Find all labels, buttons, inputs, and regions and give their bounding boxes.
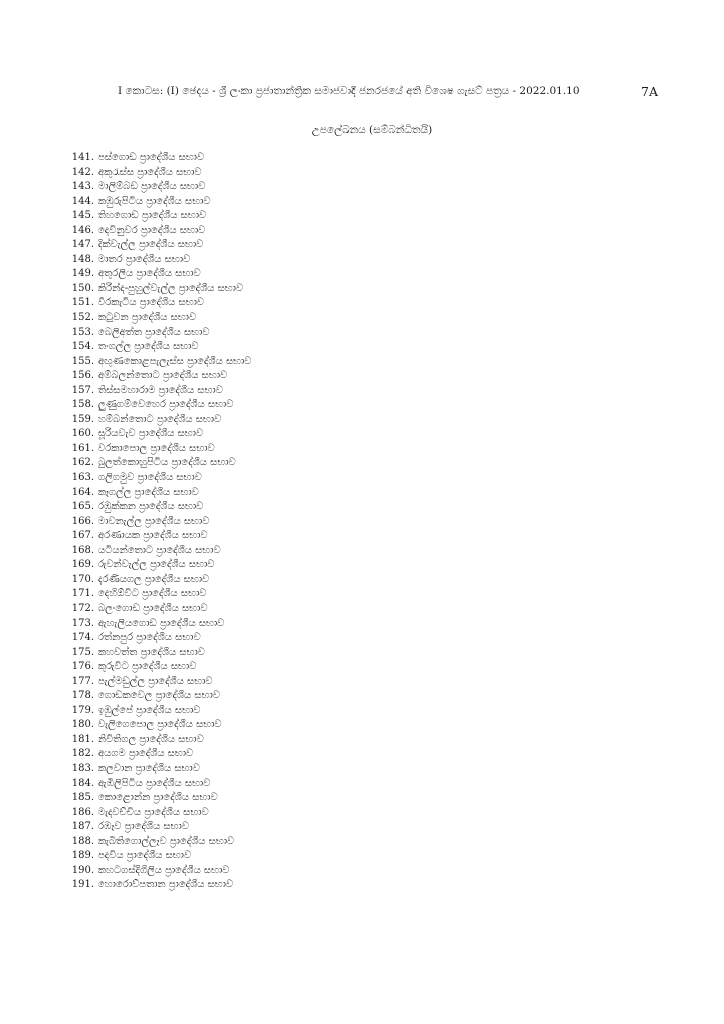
list-item — [0, 151, 724, 166]
item-number: 161. — [71, 442, 94, 454]
list-item — [0, 515, 724, 530]
list-item — [0, 617, 724, 632]
item-number: 162. — [71, 457, 94, 469]
item-number: 190. — [71, 864, 94, 876]
list-item — [0, 878, 724, 893]
item-name: අම්බලන්තොට ප්‍රාදේශීය සභාව — [98, 370, 228, 382]
item-name: දික්වැල්ල ප්‍රාදේශීය සභාව — [98, 239, 204, 251]
item-number: 181. — [71, 733, 94, 745]
item-number: 157. — [71, 384, 94, 396]
item-name: රඹෑව ප්‍රාදේශීය සභාව — [98, 821, 189, 833]
list-item — [0, 427, 724, 442]
item-number: 188. — [71, 835, 94, 847]
list-item — [0, 675, 724, 690]
item-number: 172. — [71, 602, 94, 614]
item-number: 165. — [71, 501, 94, 513]
list-item — [0, 500, 724, 515]
gazette-header-text: I කොටස: (I) ඡෙදය - ශ්‍රී ලංකා ප්‍රජාතාන්ත්‍රික සමාජවාදී ජනරජයේ අති විශෙෂ ගැසට් පත්‍රය - 2022.01.10 — [118, 85, 580, 97]
list-item — [0, 180, 724, 195]
item-number: 177. — [71, 675, 94, 687]
item-name: කෑගල්ල ප්‍රාදේශීය සභාව — [98, 486, 199, 498]
item-name: ඇඹිලිපිටිය ප්‍රාදේශීය සභාව — [98, 777, 211, 789]
council-list — [0, 151, 724, 893]
item-number: 151. — [71, 297, 94, 309]
page-number: 7A — [641, 84, 658, 99]
item-number: 160. — [71, 428, 94, 440]
item-number: 152. — [71, 312, 94, 324]
item-number: 167. — [71, 530, 94, 542]
item-name: රත්නපුර ප්‍රාදේශීය සභාව — [98, 632, 201, 644]
item-number: 164. — [71, 486, 94, 498]
item-number: 182. — [71, 748, 94, 760]
item-number: 156. — [71, 370, 94, 382]
list-item — [0, 166, 724, 181]
list-item — [0, 602, 724, 617]
item-number: 163. — [71, 472, 94, 484]
item-number: 144. — [71, 195, 94, 207]
item-number: 143. — [71, 181, 94, 193]
list-item — [0, 631, 724, 646]
list-item — [0, 733, 724, 748]
item-number: 149. — [71, 268, 94, 280]
item-number: 148. — [71, 253, 94, 265]
list-item — [0, 849, 724, 864]
item-name: අතුරලිය ප්‍රාදේශීය සභාව — [98, 268, 201, 280]
list-item — [0, 442, 724, 457]
item-name: යටියන්තොට ප්‍රාදේශීය සභාව — [98, 544, 221, 556]
item-name: දෙවිනුවර ප්‍රාදේශීය සභාව — [98, 224, 206, 236]
list-item — [0, 646, 724, 661]
item-name: කිරින්ද-පුහුල්වැල්ල ප්‍රාදේශීය සභාව — [98, 282, 244, 294]
list-item — [0, 340, 724, 355]
list-item — [0, 864, 724, 879]
item-name: පැල්මඩුල්ල ප්‍රාදේශීය සභාව — [98, 675, 213, 687]
item-number: 168. — [71, 544, 94, 556]
list-item — [0, 558, 724, 573]
list-item — [0, 486, 724, 501]
item-name: රඹුක්කන ප්‍රාදේශීය සභාව — [98, 501, 204, 513]
item-number: 146. — [71, 224, 94, 236]
list-item — [0, 777, 724, 792]
list-item — [0, 587, 724, 602]
item-name: බලංගොඩ ප්‍රාදේශීය සභාව — [98, 602, 208, 614]
item-name: බෙලිඅත්ත ප්‍රාදේශීය සභාව — [98, 326, 210, 338]
item-number: 176. — [71, 661, 94, 673]
item-number: 159. — [71, 413, 94, 425]
item-number: 175. — [71, 646, 94, 658]
item-name: අරණායක ප්‍රාදේශීය සභාව — [98, 530, 208, 542]
list-item — [0, 529, 724, 544]
item-name: පස්ගොඩ ප්‍රාදේශීය සභාව — [98, 152, 205, 163]
item-number: 145. — [71, 210, 94, 222]
list-item — [0, 835, 724, 850]
item-name: මැදවච්චිය ප්‍රාදේශීය සභාව — [98, 806, 209, 818]
item-name: හොරොව්පතාන ප්‍රාදේශීය සභාව — [98, 879, 234, 891]
list-item — [0, 282, 724, 297]
item-name: කැබිතිගොල්ලෑව ප්‍රාදේශීය සභාව — [98, 835, 235, 847]
item-name: අයගම ප්‍රාදේශීය සභාව — [98, 748, 194, 760]
list-item — [0, 398, 724, 413]
list-item — [0, 355, 724, 370]
list-item — [0, 224, 724, 239]
item-name: පදවිය ප්‍රාදේශීය සභාව — [98, 850, 192, 862]
list-item — [0, 806, 724, 821]
list-item — [0, 369, 724, 384]
list-item — [0, 762, 724, 777]
item-name: වැලිගෙපොල ප්‍රාදේශීය සභාව — [98, 719, 222, 731]
item-name: බුලත්කොහුපිටිය ප්‍රාදේශීය සභාව — [98, 457, 236, 469]
item-number: 171. — [71, 588, 94, 600]
item-name: කඹුරුපිටිය ප්‍රාදේශීය සභාව — [98, 195, 211, 207]
list-item — [0, 747, 724, 762]
item-name: හම්බන්තොට ප්‍රාදේශීය සභාව — [98, 413, 222, 425]
item-number: 183. — [71, 762, 94, 774]
item-number: 170. — [71, 573, 94, 585]
list-item — [0, 791, 724, 806]
item-name: දැරණියගල ප්‍රාදේශීය සභාව — [98, 573, 210, 585]
item-number: 187. — [71, 821, 94, 833]
list-item — [0, 573, 724, 588]
item-name: කලවාන ප්‍රාදේශීය සභාව — [98, 762, 200, 774]
item-name: ගොඩකවෙල ප්‍රාදේශීය සභාව — [98, 690, 220, 702]
item-number: 155. — [71, 355, 94, 367]
item-number: 166. — [71, 515, 94, 527]
item-number: 178. — [71, 690, 94, 702]
item-number: 169. — [71, 559, 94, 571]
list-item — [0, 296, 724, 311]
item-name: මාවනැල්ල ප්‍රාදේශීය සභාව — [98, 515, 210, 527]
item-number: 185. — [71, 792, 94, 804]
item-name: සූරියවැව ප්‍රාදේශීය සභාව — [98, 428, 204, 440]
item-number: 141. — [71, 152, 94, 163]
item-name: මාතර ප්‍රාදේශීය සභාව — [98, 253, 191, 265]
list-item — [0, 471, 724, 486]
item-name: දෙහිඕවිට ප්‍රාදේශීය සභාව — [98, 588, 207, 600]
item-number: 158. — [71, 399, 94, 411]
list-item — [0, 326, 724, 341]
list-item — [0, 660, 724, 675]
item-number: 186. — [71, 806, 94, 818]
item-name: කොළොන්න ප්‍රාදේශීය සභාව — [98, 792, 218, 804]
item-name: ලුණුගම්වෙහෙර ප්‍රාදේශීය සභාව — [98, 399, 234, 411]
list-item — [0, 413, 724, 428]
item-number: 174. — [71, 632, 94, 644]
item-name: මාලිම්බඩ ප්‍රාදේශීය සභාව — [98, 181, 206, 193]
item-name: කටුවන ප්‍රාදේශීය සභාව — [98, 312, 197, 324]
item-name: තිස්සමහාරාම ප්‍රාදේශීය සභාව — [98, 384, 223, 396]
item-name: ඇහැලියගොඩ ප්‍රාදේශීය සභාව — [98, 617, 225, 629]
item-number: 153. — [71, 326, 94, 338]
list-item — [0, 689, 724, 704]
item-number: 142. — [71, 166, 94, 178]
item-name: තංගල්ල ප්‍රාදේශීය සභාව — [98, 341, 199, 353]
item-name: නිවිතිගල ප්‍රාදේශීය සභාව — [98, 733, 204, 745]
item-number: 173. — [71, 617, 94, 629]
page-header — [118, 85, 658, 103]
list-item — [0, 820, 724, 835]
item-name: කුරුවිට ප්‍රාදේශීය සභාව — [98, 661, 197, 673]
item-name: ඉඹුල්පේ ප්‍රාදේශීය සභාව — [98, 704, 201, 716]
item-number: 184. — [71, 777, 94, 789]
item-number: 191. — [71, 879, 94, 891]
list-item — [0, 544, 724, 559]
item-number: 150. — [71, 282, 94, 294]
list-item — [0, 238, 724, 253]
item-name: අකුරැස්ස ප්‍රාදේශීය සභාව — [98, 166, 202, 178]
item-number: 154. — [71, 341, 94, 353]
item-name: කහවත්ත ප්‍රාදේශීය සභාව — [98, 646, 205, 658]
list-item — [0, 253, 724, 268]
list-item — [0, 209, 724, 224]
list-item — [0, 384, 724, 399]
item-name: වරකාපොල ප්‍රාදේශීය සභාව — [98, 442, 215, 454]
item-number: 179. — [71, 704, 94, 716]
item-name: ගලිගමුව ප්‍රාදේශීය සභාව — [98, 472, 202, 484]
item-name: අඟුණකොළපැලැස්ස ප්‍රාදේශීය සභාව — [98, 355, 252, 367]
item-name: රුවන්වැල්ල ප්‍රාදේශීය සභාව — [98, 559, 215, 571]
item-name: වීරකැටිය ප්‍රාදේශීය සභාව — [98, 297, 205, 309]
item-name: කහටගස්දිගිලිය ප්‍රාදේශීය සභාව — [98, 864, 230, 876]
item-number: 189. — [71, 850, 94, 862]
list-item — [0, 704, 724, 719]
item-number: 180. — [71, 719, 94, 731]
item-number: 147. — [71, 239, 94, 251]
list-item — [0, 267, 724, 282]
list-item — [0, 456, 724, 471]
list-item — [0, 718, 724, 733]
list-item — [0, 195, 724, 210]
item-name: තිහගොඩ ප්‍රාදේශීය සභාව — [98, 210, 207, 222]
schedule-heading: උපලේඛනය (සම්බන්ධිතයි) — [311, 124, 433, 136]
list-item — [0, 311, 724, 326]
